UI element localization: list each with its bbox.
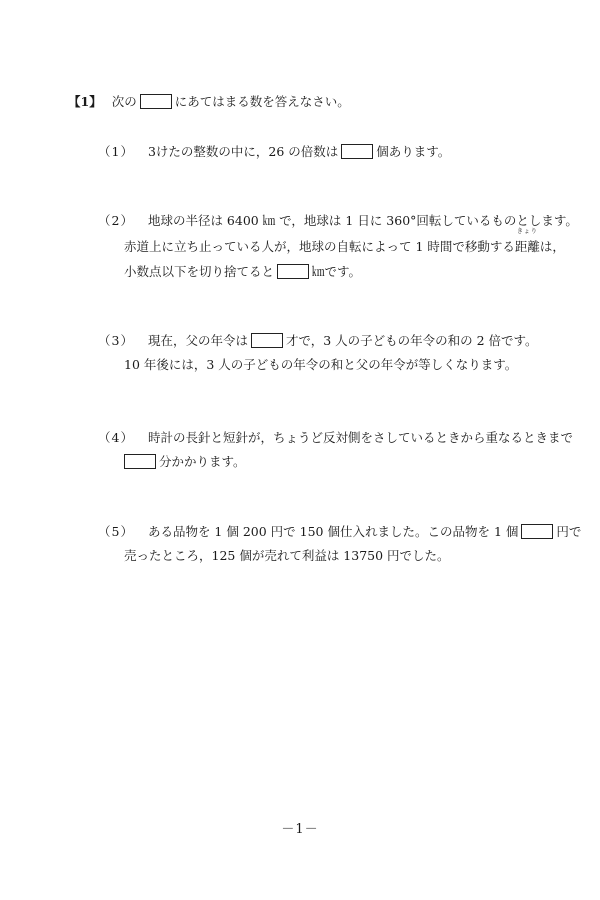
question-5-answer-box[interactable] (521, 524, 553, 539)
question-4-answer-box[interactable] (124, 454, 156, 469)
question-4-line-1-text: 時計の長針と短針が，ちょうど反対側をさしているときから重なるときまで (147, 430, 573, 445)
section-heading (68, 92, 350, 112)
question-4-number: （4） (98, 430, 134, 445)
instruction-after: にあてはまる数を答えなさい。 (174, 94, 350, 109)
question-1-text-after: 個あります。 (376, 144, 451, 159)
question-2-line-3-after: ㎞です。 (312, 264, 362, 279)
instruction-before: 次の (111, 94, 137, 109)
question-1-number: （1） (98, 144, 134, 159)
ruby-base: 距離 (514, 239, 540, 254)
question-4-line-2-after: 分かかります。 (159, 454, 246, 469)
question-3-line-2 (124, 355, 517, 375)
question-3-line-1 (98, 331, 538, 351)
question-2-line-2 (124, 228, 565, 257)
question-2-number: （2） (98, 213, 134, 228)
question-5-line-1 (98, 522, 581, 542)
section-label: 【1】 (68, 94, 102, 109)
question-5-line-1-after: 円で (556, 524, 582, 539)
ruby-kyori (514, 228, 540, 257)
question-2-answer-box[interactable] (277, 264, 309, 279)
question-5-number: （5） (98, 524, 134, 539)
question-3-number: （3） (98, 333, 134, 348)
question-5-line-2-text: 売ったところ，125 個が売れて利益は 13750 円でした。 (124, 548, 450, 563)
answer-box-example (140, 94, 172, 109)
question-2-line-3 (124, 262, 361, 282)
page-number: －1－ (281, 822, 319, 837)
question-5-line-2 (124, 546, 450, 566)
question-5-line-1-before: ある品物を 1 個 200 円で 150 個仕入れました。この品物を 1 個 (147, 524, 519, 539)
question-4-line-1 (98, 428, 573, 448)
question-2-line-2-after: は， (539, 239, 565, 254)
question-3-answer-box[interactable] (251, 333, 283, 348)
ruby-text: きょり (516, 228, 538, 235)
question-1-text-before: 3けたの整数の中に，26 の倍数は (147, 144, 339, 159)
question-2-line-1-text: 地球の半径は 6400 ㎞ で，地球は 1 日に 360°回転しているものとします。 (147, 213, 578, 228)
question-2-line-2-before: 赤道上に立ち止っている人が，地球の自転によって 1 時間で移動する (124, 239, 515, 254)
question-2-line-3-before: 小数点以下を切り捨てると (124, 264, 275, 279)
question-1 (98, 142, 450, 162)
question-1-answer-box[interactable] (341, 144, 373, 159)
question-3-line-2-text: 10 年後には，3 人の子どもの年令の和と父の年令が等しくなります。 (124, 357, 518, 372)
question-4-line-2 (124, 452, 246, 472)
question-3-line-1-before: 現在，父の年令は (147, 333, 248, 348)
question-2-line-1 (98, 211, 578, 231)
question-3-line-1-after: 才で，3 人の子どもの年令の和の 2 倍です。 (285, 333, 538, 348)
